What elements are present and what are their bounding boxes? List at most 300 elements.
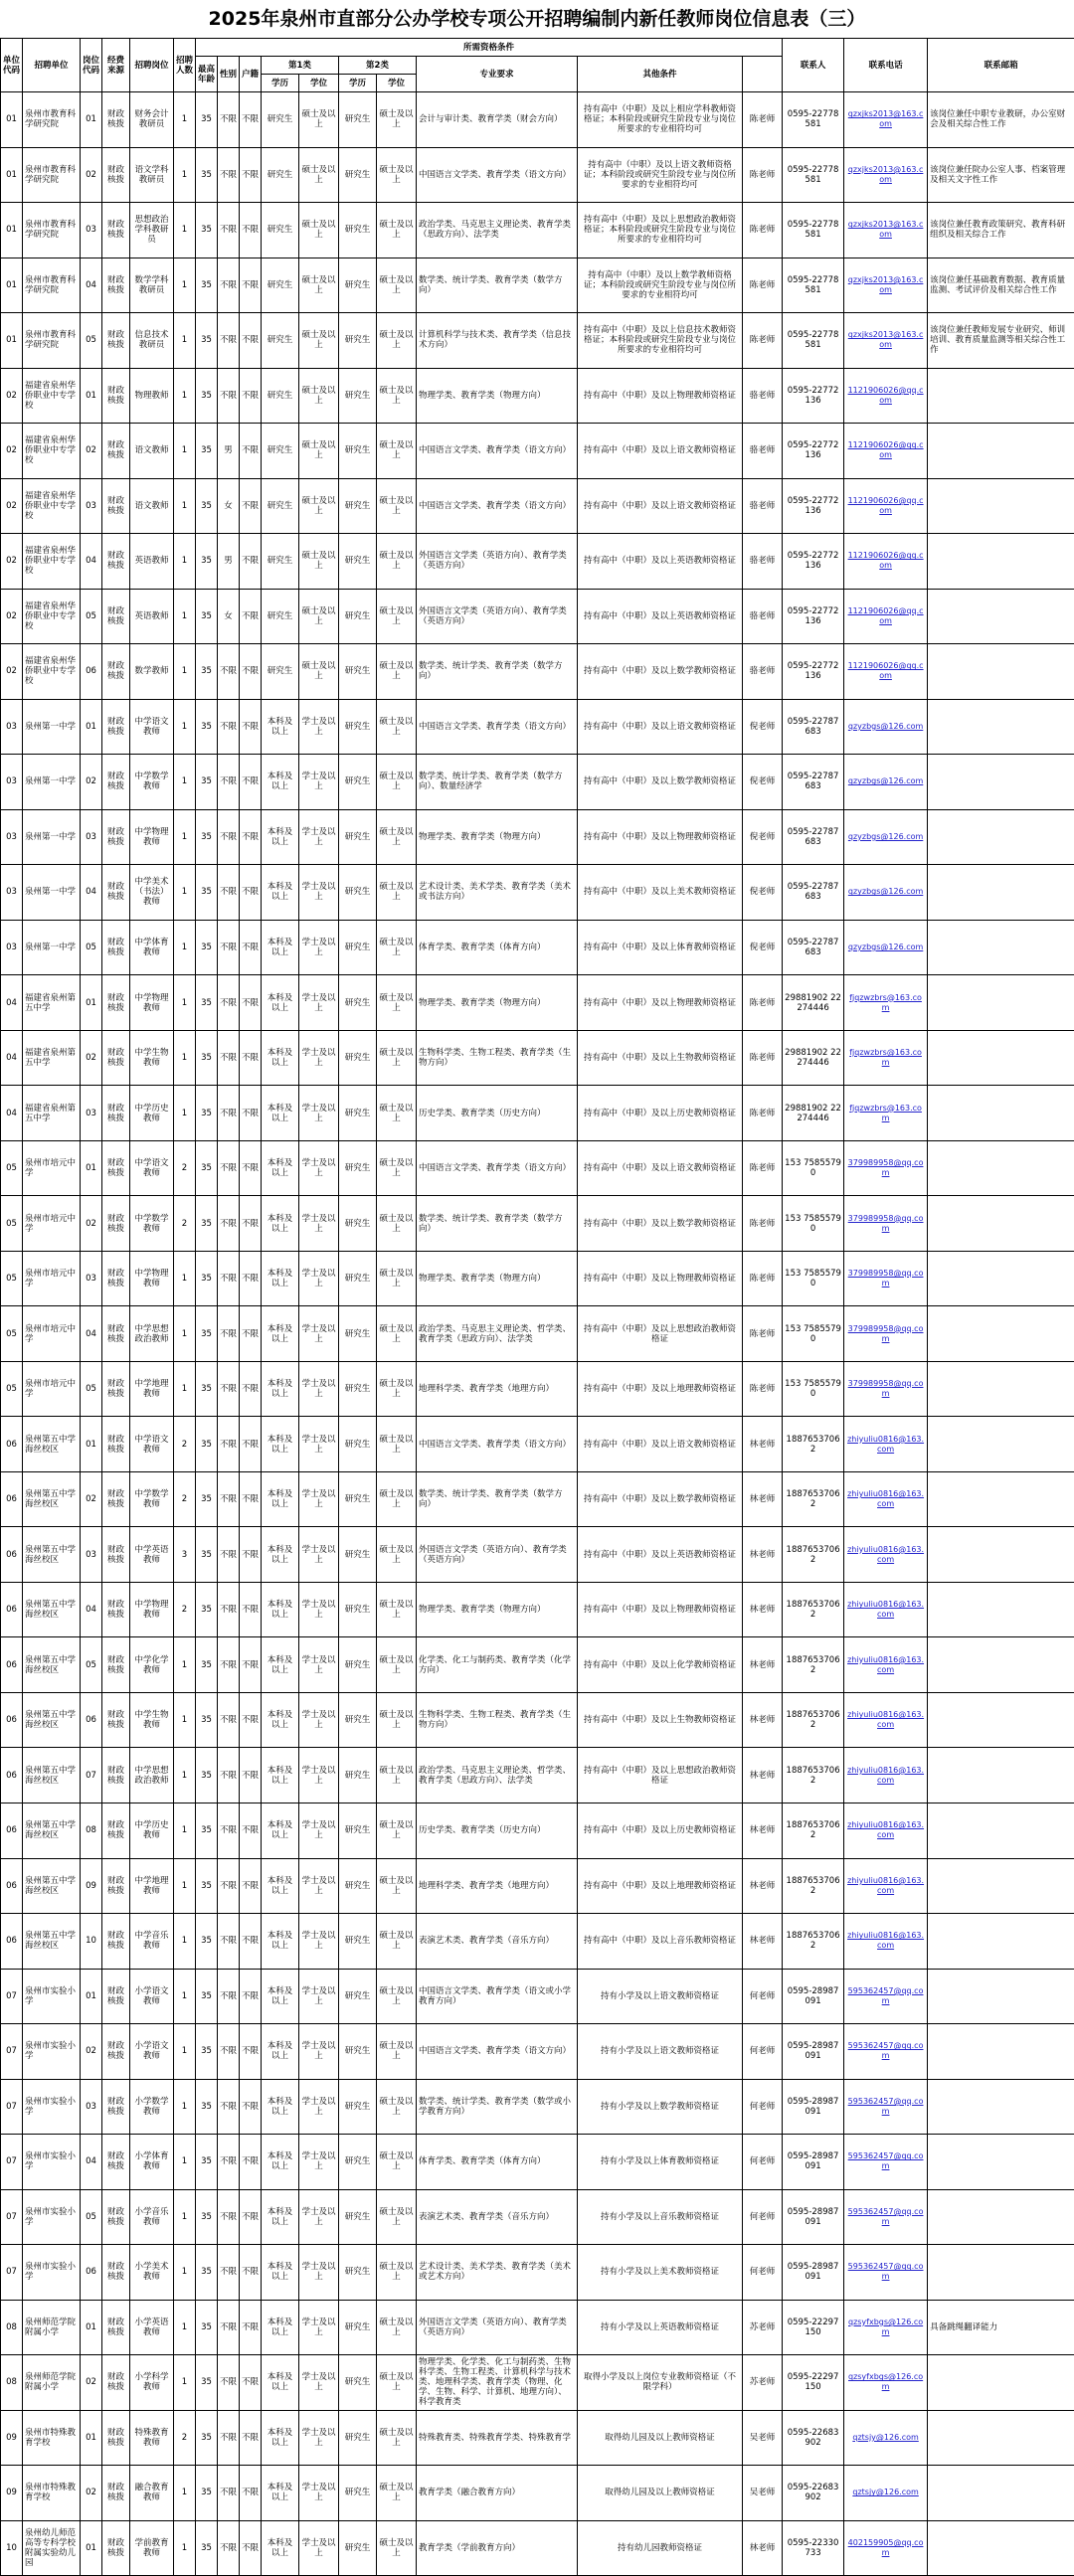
cell-degree-1: 学士及以上 (299, 2079, 339, 2135)
cell-major: 政治学类、马克思主义理论类、教育学类（思政方向）、法学类 (417, 203, 578, 258)
email-link[interactable]: qzxjks2013@163.com (847, 164, 924, 184)
cell-gender: 女 (218, 589, 240, 644)
cell-post-code: 02 (81, 2355, 102, 2411)
cell-funding: 财政核拨 (102, 1306, 130, 1362)
cell-funding: 财政核拨 (102, 2245, 130, 2301)
cell-unit-name: 泉州市实验小学 (23, 2189, 81, 2245)
cell-degree-2: 硕士及以上 (377, 1030, 417, 1086)
email-link[interactable]: 595362457@qq.com (847, 2096, 924, 2116)
cell-edu-2: 研究生 (339, 2079, 377, 2135)
cell-degree-2: 硕士及以上 (377, 2245, 417, 2301)
cell-edu-1: 本科及以上 (262, 975, 299, 1031)
cell-post-name: 小学美术教师 (130, 2245, 174, 2301)
table-row (1, 1471, 1074, 1527)
cell-funding: 财政核拨 (102, 1251, 130, 1306)
cell-phone: 18876537062 (783, 1692, 844, 1748)
cell-max-age: 35 (196, 1361, 218, 1417)
cell-degree-1: 学士及以上 (299, 1306, 339, 1362)
email-link[interactable]: zhiyuliu0816@163.com (847, 1544, 925, 1564)
cell-remark (928, 1361, 1074, 1417)
table-row (1, 2024, 1074, 2080)
cell-unit-code: 02 (1, 478, 23, 534)
cell-remark (928, 1086, 1074, 1141)
cell-gender: 不限 (218, 1748, 240, 1803)
cell-funding: 财政核拨 (102, 2466, 130, 2521)
cell-post-code: 05 (81, 313, 102, 369)
cell-other-conditions: 持有高中（中职）及以上数学教师资格证 (578, 1196, 743, 1252)
cell-other-conditions: 持有高中（中职）及以上英语教师资格证 (578, 534, 743, 590)
cell-degree-2: 硕士及以上 (377, 1140, 417, 1196)
cell-degree-1: 学士及以上 (299, 2189, 339, 2245)
cell-max-age: 35 (196, 368, 218, 424)
cell-funding: 财政核拨 (102, 478, 130, 534)
cell-unit-code: 01 (1, 258, 23, 313)
cell-hukou: 不限 (240, 975, 262, 1031)
cell-edu-2: 研究生 (339, 809, 377, 865)
cell-phone: 153 75855790 (783, 1306, 844, 1362)
cell-email (844, 2355, 928, 2411)
cell-hukou: 不限 (240, 699, 262, 755)
cell-other-conditions: 持有高中（中职）及以上历史教师资格证 (578, 1803, 743, 1858)
cell-count: 1 (174, 368, 196, 424)
cell-post-name: 英语教师 (130, 589, 174, 644)
email-link[interactable]: 595362457@qq.com (847, 2151, 924, 2171)
cell-edu-2: 研究生 (339, 2189, 377, 2245)
email-link[interactable]: qzyzbgs@126.com (847, 831, 924, 841)
cell-contact: 何老师 (743, 2245, 783, 2301)
cell-degree-2: 硕士及以上 (377, 203, 417, 258)
email-link[interactable]: 1121906026@qq.com (847, 440, 924, 460)
cell-contact: 何老师 (743, 2024, 783, 2080)
cell-post-code: 01 (81, 975, 102, 1031)
cell-post-code: 02 (81, 2466, 102, 2521)
cell-unit-code: 01 (1, 313, 23, 369)
email-link[interactable]: 379989958@qq.com (847, 1213, 924, 1233)
cell-unit-name: 泉州市教育科学研究院 (23, 203, 81, 258)
cell-unit-name: 泉州市实验小学 (23, 2079, 81, 2135)
cell-remark (928, 2024, 1074, 2080)
cell-degree-2: 硕士及以上 (377, 92, 417, 148)
cell-major: 中国语言文学类、教育学类（语文方向） (417, 478, 578, 534)
cell-other-conditions: 持有高中（中职）及以上生物教师资格证 (578, 1030, 743, 1086)
table-row (1, 975, 1074, 1031)
cell-hukou: 不限 (240, 1471, 262, 1527)
cell-contact: 林老师 (743, 1417, 783, 1472)
cell-post-name: 中学思想政治教师 (130, 1306, 174, 1362)
cell-post-code: 02 (81, 755, 102, 810)
cell-major: 表演艺术类、教育学类（音乐方向） (417, 2189, 578, 2245)
th-phone: 联系电话 (844, 39, 928, 92)
cell-max-age: 35 (196, 2245, 218, 2301)
email-link[interactable]: 595362457@qq.com (847, 1985, 924, 2005)
cell-phone: 0595-22787683 (783, 865, 844, 921)
cell-major: 计算机科学与技术类、教育学类（信息技术方向） (417, 313, 578, 369)
cell-post-code: 10 (81, 1914, 102, 1970)
cell-degree-1: 学士及以上 (299, 755, 339, 810)
cell-degree-2: 硕士及以上 (377, 975, 417, 1031)
cell-edu-2: 研究生 (339, 2024, 377, 2080)
email-link[interactable]: zhiyuliu0816@163.com (847, 1875, 925, 1895)
cell-funding: 财政核拨 (102, 147, 130, 203)
email-link[interactable]: qzsyfxbgs@126.com (847, 2317, 924, 2336)
th-contact: 联系人 (783, 39, 844, 92)
email-link[interactable]: zhiyuliu0816@163.com (847, 1434, 925, 1454)
cell-email (844, 1803, 928, 1858)
cell-hukou: 不限 (240, 1692, 262, 1748)
cell-degree-2: 硕士及以上 (377, 147, 417, 203)
cell-count: 1 (174, 1086, 196, 1141)
table-row (1, 2520, 1074, 2576)
cell-funding: 财政核拨 (102, 975, 130, 1031)
cell-edu-1: 研究生 (262, 478, 299, 534)
email-link[interactable]: 1121906026@qq.com (847, 551, 924, 571)
cell-email (844, 1417, 928, 1472)
cell-degree-1: 学士及以上 (299, 1914, 339, 1970)
cell-max-age: 35 (196, 975, 218, 1031)
cell-funding: 财政核拨 (102, 1527, 130, 1583)
cell-max-age: 35 (196, 1251, 218, 1306)
cell-degree-1: 学士及以上 (299, 2355, 339, 2411)
cell-edu-1: 本科及以上 (262, 1803, 299, 1858)
email-link[interactable]: 595362457@qq.com (847, 2206, 924, 2226)
cell-email (844, 865, 928, 921)
cell-remark (928, 920, 1074, 975)
email-link[interactable]: 379989958@qq.com (847, 1158, 924, 1178)
cell-funding: 财政核拨 (102, 865, 130, 921)
table-row (1, 1030, 1074, 1086)
cell-gender: 不限 (218, 1582, 240, 1637)
cell-email (844, 2189, 928, 2245)
cell-max-age: 35 (196, 1637, 218, 1693)
cell-remark (928, 424, 1074, 479)
cell-unit-code: 04 (1, 975, 23, 1031)
email-link[interactable]: 379989958@qq.com (847, 1269, 924, 1288)
cell-degree-2: 硕士及以上 (377, 534, 417, 590)
cell-gender: 不限 (218, 1527, 240, 1583)
cell-unit-name: 福建省泉州华侨职业中专学校 (23, 644, 81, 700)
cell-count: 1 (174, 2300, 196, 2355)
cell-max-age: 35 (196, 424, 218, 479)
cell-other-conditions: 持有幼儿园教师资格证 (578, 2520, 743, 2576)
cell-email (844, 975, 928, 1031)
cell-contact: 林老师 (743, 1527, 783, 1583)
email-link[interactable]: qztsjy@126.com (852, 2432, 919, 2442)
cell-post-name: 中学化学教师 (130, 1637, 174, 1693)
cell-email (844, 2410, 928, 2466)
cell-max-age: 35 (196, 478, 218, 534)
cell-phone: 0595-22778581 (783, 313, 844, 369)
cell-degree-1: 学士及以上 (299, 2466, 339, 2521)
cell-edu-1: 本科及以上 (262, 2466, 299, 2521)
cell-unit-name: 泉州第五中学海丝校区 (23, 1637, 81, 1693)
cell-gender: 不限 (218, 1140, 240, 1196)
email-link[interactable]: fjqzwzbrs@163.com (849, 1048, 922, 1068)
cell-contact: 陈老师 (743, 258, 783, 313)
email-link[interactable]: qzyzbgs@126.com (847, 887, 924, 897)
cell-hukou: 不限 (240, 534, 262, 590)
cell-funding: 财政核拨 (102, 1803, 130, 1858)
cell-remark (928, 1196, 1074, 1252)
cell-remark (928, 2245, 1074, 2301)
cell-edu-2: 研究生 (339, 699, 377, 755)
cell-unit-code: 10 (1, 2520, 23, 2576)
cell-edu-2: 研究生 (339, 755, 377, 810)
th-max-age: 最高年龄 (196, 57, 218, 92)
email-link[interactable]: qztsjy@126.com (852, 2488, 919, 2497)
cell-post-name: 中学地理教师 (130, 1361, 174, 1417)
table-row (1, 589, 1074, 644)
email-link[interactable]: 379989958@qq.com (847, 1379, 924, 1399)
cell-hukou: 不限 (240, 644, 262, 700)
cell-major: 物理学类、化学类、化工与制药类、生物科学类、生物工程类、计算机科学与技术类、地理科学类、教育学类（物理、化学、生物、科学、计算机、地理方向）、科学教育类 (417, 2355, 578, 2411)
cell-hukou: 不限 (240, 203, 262, 258)
email-link[interactable]: 402159905@qq.com (847, 2537, 924, 2557)
cell-post-name: 数学教师 (130, 644, 174, 700)
cell-phone: 29881902 22274446 (783, 1030, 844, 1086)
cell-count: 1 (174, 1748, 196, 1803)
email-link[interactable]: zhiyuliu0816@163.com (847, 1931, 925, 1951)
page-title: 2025年泉州市直部分公办学校专项公开招聘编制内新任教师岗位信息表（三） (208, 8, 866, 30)
cell-major: 中国语言文学类、教育学类（语文方向） (417, 1140, 578, 1196)
cell-gender: 不限 (218, 699, 240, 755)
cell-post-code: 01 (81, 2410, 102, 2466)
cell-unit-name: 泉州市实验小学 (23, 2024, 81, 2080)
cell-unit-code: 04 (1, 1030, 23, 1086)
cell-unit-name: 泉州市培元中学 (23, 1306, 81, 1362)
email-link[interactable]: qzxjks2013@163.com (847, 330, 924, 350)
cell-email (844, 2520, 928, 2576)
email-link[interactable]: zhiyuliu0816@163.com (847, 1489, 925, 1509)
cell-degree-2: 硕士及以上 (377, 2135, 417, 2190)
cell-remark (928, 1692, 1074, 1748)
cell-count: 1 (174, 975, 196, 1031)
cell-unit-code: 03 (1, 809, 23, 865)
email-link[interactable]: qzsyfxbgs@126.com (847, 2372, 924, 2392)
cell-edu-2: 研究生 (339, 2410, 377, 2466)
email-link[interactable]: 1121906026@qq.com (847, 495, 924, 515)
cell-edu-1: 本科及以上 (262, 1030, 299, 1086)
cell-max-age: 35 (196, 258, 218, 313)
table-row (1, 92, 1074, 148)
cell-major: 教育学类（学前教育方向） (417, 2520, 578, 2576)
cell-phone: 0595-22330733 (783, 2520, 844, 2576)
cell-edu-1: 本科及以上 (262, 1140, 299, 1196)
cell-edu-2: 研究生 (339, 92, 377, 148)
cell-count: 1 (174, 1692, 196, 1748)
cell-email (844, 1748, 928, 1803)
cell-degree-2: 硕士及以上 (377, 1582, 417, 1637)
cell-degree-2: 硕士及以上 (377, 1527, 417, 1583)
cell-unit-code: 06 (1, 1858, 23, 1914)
cell-post-code: 02 (81, 1030, 102, 1086)
table-row (1, 2079, 1074, 2135)
cell-other-conditions: 持有小学及以上体育教师资格证 (578, 2135, 743, 2190)
email-link[interactable]: fjqzwzbrs@163.com (849, 1103, 922, 1122)
cell-other-conditions: 持有高中（中职）及以上语文教师资格证 (578, 424, 743, 479)
cell-edu-1: 本科及以上 (262, 2520, 299, 2576)
cell-degree-1: 学士及以上 (299, 2135, 339, 2190)
cell-remark (928, 644, 1074, 700)
cell-unit-code: 06 (1, 1417, 23, 1472)
cell-post-code: 01 (81, 2520, 102, 2576)
cell-remark: 该岗位兼任中职专业教研，办公室财会及相关综合性工作 (928, 92, 1074, 148)
email-link[interactable]: 379989958@qq.com (847, 1323, 924, 1343)
cell-post-code: 01 (81, 699, 102, 755)
cell-hukou: 不限 (240, 2024, 262, 2080)
table-row (1, 478, 1074, 534)
cell-funding: 财政核拨 (102, 534, 130, 590)
email-link[interactable]: qzxjks2013@163.com (847, 220, 924, 240)
email-link[interactable]: zhiyuliu0816@163.com (847, 1765, 925, 1785)
cell-max-age: 35 (196, 1914, 218, 1970)
email-link[interactable]: qzyzbgs@126.com (847, 721, 924, 731)
cell-degree-1: 学士及以上 (299, 1030, 339, 1086)
email-link[interactable]: 1121906026@qq.com (847, 385, 924, 405)
cell-max-age: 35 (196, 2135, 218, 2190)
cell-post-name: 特殊教育教师 (130, 2410, 174, 2466)
email-link[interactable]: zhiyuliu0816@163.com (847, 1654, 925, 1674)
table-row (1, 2189, 1074, 2245)
cell-degree-2: 硕士及以上 (377, 699, 417, 755)
cell-contact: 陈老师 (743, 975, 783, 1031)
email-link[interactable]: zhiyuliu0816@163.com (847, 1820, 925, 1840)
cell-other-conditions: 持有高中（中职）及以上音乐教师资格证 (578, 1914, 743, 1970)
cell-remark (928, 2410, 1074, 2466)
email-link[interactable]: qzyzbgs@126.com (847, 942, 924, 951)
cell-post-name: 小学数学教师 (130, 2079, 174, 2135)
cell-gender: 不限 (218, 2410, 240, 2466)
cell-other-conditions: 持有小学及以上语文教师资格证 (578, 1969, 743, 2024)
cell-contact: 陈老师 (743, 1086, 783, 1141)
cell-edu-1: 本科及以上 (262, 2410, 299, 2466)
cell-edu-2: 研究生 (339, 1969, 377, 2024)
cell-unit-code: 03 (1, 699, 23, 755)
cell-unit-code: 08 (1, 2300, 23, 2355)
cell-hukou: 不限 (240, 1803, 262, 1858)
cell-unit-name: 泉州第一中学 (23, 865, 81, 921)
cell-post-name: 物理教师 (130, 368, 174, 424)
cell-post-name: 中学英语教师 (130, 1527, 174, 1583)
cell-gender: 不限 (218, 1969, 240, 2024)
email-link[interactable]: qzyzbgs@126.com (847, 776, 924, 786)
cell-gender: 不限 (218, 368, 240, 424)
cell-degree-1: 硕士及以上 (299, 368, 339, 424)
cell-degree-1: 学士及以上 (299, 809, 339, 865)
email-link[interactable]: 595362457@qq.com (847, 2262, 924, 2282)
cell-post-name: 中学语文教师 (130, 1417, 174, 1472)
cell-phone: 0595-22297150 (783, 2300, 844, 2355)
cell-edu-2: 研究生 (339, 313, 377, 369)
cell-email (844, 368, 928, 424)
cell-remark (928, 1582, 1074, 1637)
email-link[interactable]: 1121906026@qq.com (847, 605, 924, 625)
cell-unit-code: 07 (1, 2245, 23, 2301)
cell-post-name: 中学语文教师 (130, 699, 174, 755)
email-link[interactable]: zhiyuliu0816@163.com (847, 1600, 925, 1620)
cell-gender: 不限 (218, 2135, 240, 2190)
cell-unit-code: 08 (1, 2355, 23, 2411)
cell-email (844, 2024, 928, 2080)
cell-major: 中国语言文学类、教育学类（语文方向） (417, 424, 578, 479)
cell-edu-1: 研究生 (262, 424, 299, 479)
cell-max-age: 35 (196, 1140, 218, 1196)
cell-edu-1: 本科及以上 (262, 1748, 299, 1803)
cell-hukou: 不限 (240, 424, 262, 479)
email-link[interactable]: 1121906026@qq.com (847, 661, 924, 681)
cell-remark (928, 2135, 1074, 2190)
cell-funding: 财政核拨 (102, 2520, 130, 2576)
cell-email (844, 258, 928, 313)
cell-funding: 财政核拨 (102, 1086, 130, 1141)
cell-contact: 林老师 (743, 1692, 783, 1748)
cell-other-conditions: 持有高中（中职）及以上相应学科教师资格证；本科阶段或研究生阶段专业与岗位所要求的专业相符均可 (578, 92, 743, 148)
cell-post-name: 中学语文教师 (130, 1140, 174, 1196)
cell-edu-1: 本科及以上 (262, 1527, 299, 1583)
cell-contact: 倪老师 (743, 920, 783, 975)
cell-edu-2: 研究生 (339, 1361, 377, 1417)
cell-remark (928, 1914, 1074, 1970)
cell-contact: 何老师 (743, 2135, 783, 2190)
cell-contact: 林老师 (743, 1637, 783, 1693)
cell-remark (928, 1969, 1074, 2024)
cell-unit-code: 02 (1, 368, 23, 424)
cell-unit-name: 福建省泉州华侨职业中专学校 (23, 589, 81, 644)
cell-funding: 财政核拨 (102, 2024, 130, 2080)
cell-degree-2: 硕士及以上 (377, 1692, 417, 1748)
cell-edu-2: 研究生 (339, 1527, 377, 1583)
cell-remark (928, 1637, 1074, 1693)
cell-major: 物理学类、教育学类（物理方向） (417, 368, 578, 424)
cell-post-name: 中学美术（书法）教师 (130, 865, 174, 921)
cell-unit-name: 泉州市教育科学研究院 (23, 147, 81, 203)
cell-degree-1: 学士及以上 (299, 1582, 339, 1637)
cell-max-age: 35 (196, 2466, 218, 2521)
cell-gender: 不限 (218, 809, 240, 865)
table-row (1, 1527, 1074, 1583)
email-link[interactable]: 595362457@qq.com (847, 2041, 924, 2061)
cell-remark (928, 1251, 1074, 1306)
cell-max-age: 35 (196, 920, 218, 975)
cell-hukou: 不限 (240, 2300, 262, 2355)
cell-unit-name: 泉州第五中学海丝校区 (23, 1803, 81, 1858)
cell-remark (928, 975, 1074, 1031)
email-link[interactable]: qzxjks2013@163.com (847, 109, 924, 129)
cell-email (844, 920, 928, 975)
cell-unit-name: 福建省泉州第五中学 (23, 1086, 81, 1141)
cell-max-age: 35 (196, 1306, 218, 1362)
email-link[interactable]: zhiyuliu0816@163.com (847, 1710, 925, 1730)
cell-max-age: 35 (196, 2189, 218, 2245)
cell-gender: 不限 (218, 2466, 240, 2521)
email-link[interactable]: fjqzwzbrs@163.com (849, 992, 922, 1012)
email-link[interactable]: qzxjks2013@163.com (847, 274, 924, 294)
cell-other-conditions: 持有高中（中职）及以上化学教师资格证 (578, 1637, 743, 1693)
cell-other-conditions: 持有小学及以上语文教师资格证 (578, 2024, 743, 2080)
cell-degree-2: 硕士及以上 (377, 424, 417, 479)
cell-edu-2: 研究生 (339, 1803, 377, 1858)
cell-contact: 倪老师 (743, 699, 783, 755)
cell-edu-2: 研究生 (339, 424, 377, 479)
cell-degree-1: 学士及以上 (299, 1361, 339, 1417)
table-row (1, 258, 1074, 313)
th-gender: 性别 (218, 57, 240, 92)
cell-phone: 18876537062 (783, 1582, 844, 1637)
cell-count: 1 (174, 424, 196, 479)
cell-major: 数学类、统计学类、教育学类（数学方向） (417, 1471, 578, 1527)
cell-edu-1: 研究生 (262, 368, 299, 424)
table-row (1, 1582, 1074, 1637)
cell-phone: 18876537062 (783, 1471, 844, 1527)
